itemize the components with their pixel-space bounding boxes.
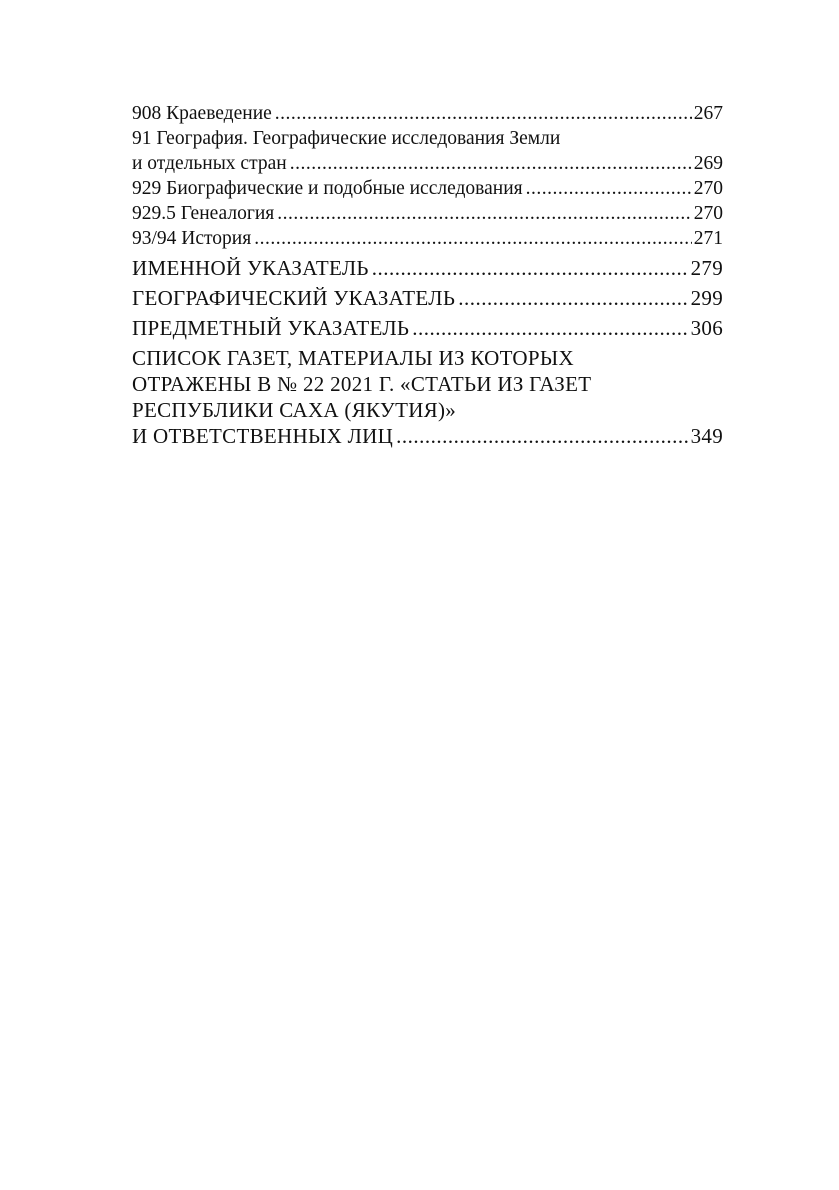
toc-entry-line: [132, 255, 723, 281]
toc-entry-title-line: 91 География. Географические исследования Земли: [132, 128, 561, 149]
toc-entry-title: 929 Биографические и подобные исследования: [132, 178, 523, 199]
toc-entry-line: [132, 101, 723, 126]
toc-entry-page: 270: [693, 203, 723, 224]
toc-entry-title-line: ОТРАЖЕНЫ В № 22 2021 Г. «СТАТЬИ ИЗ ГАЗЕТ: [132, 372, 592, 396]
toc-entry-line: [132, 176, 723, 201]
toc-entry-page: 306: [690, 316, 723, 340]
dot-leader: [458, 285, 688, 311]
toc-entry-page: 349: [690, 424, 723, 448]
dot-leader: [396, 423, 689, 449]
table-of-contents: [132, 101, 723, 449]
toc-entry-line: [132, 201, 723, 226]
toc-entry-imennoy-ukazatel[interactable]: [132, 255, 723, 281]
toc-entry-genealogiya[interactable]: [132, 201, 723, 226]
toc-entry-title: 93/94 История: [132, 228, 252, 249]
toc-entry-istoriya[interactable]: [132, 226, 723, 251]
toc-entry-page: 270: [693, 178, 723, 199]
toc-entry-line: [132, 315, 723, 341]
toc-entry-page: 279: [690, 256, 723, 280]
dot-leader: [412, 315, 688, 341]
dot-leader: [372, 255, 689, 281]
toc-entry-line: [132, 423, 723, 449]
dot-leader: [275, 101, 692, 126]
toc-entry-predmetnyy-ukazatel[interactable]: [132, 315, 723, 341]
toc-entry-title: ИМЕННОЙ УКАЗАТЕЛЬ: [132, 256, 369, 280]
dot-leader: [254, 226, 692, 251]
toc-entry-line: [132, 151, 723, 176]
toc-entry-page: 299: [690, 286, 723, 310]
toc-entry-title: 929.5 Генеалогия: [132, 203, 275, 224]
toc-entry-kraevedenie[interactable]: [132, 101, 723, 126]
toc-entry-spisok-gazet[interactable]: [132, 345, 723, 449]
toc-entry-page: 269: [693, 153, 723, 174]
toc-entry-page: 267: [693, 103, 723, 124]
toc-entry-biografiya[interactable]: [132, 176, 723, 201]
toc-entry-title: ГЕОГРАФИЧЕСКИЙ УКАЗАТЕЛЬ: [132, 286, 456, 310]
dot-leader: [526, 176, 692, 201]
toc-entry-title: и отдельных стран: [132, 153, 287, 174]
toc-entry-geograficheskiy-ukazatel[interactable]: [132, 285, 723, 311]
toc-entry-geografiya[interactable]: [132, 126, 723, 176]
dot-leader: [277, 201, 692, 226]
toc-entry-line: [132, 285, 723, 311]
toc-entry-title: И ОТВЕТСТВЕННЫХ ЛИЦ: [132, 424, 394, 448]
toc-entry-title-line: РЕСПУБЛИКИ САХА (ЯКУТИЯ)»: [132, 398, 457, 422]
toc-entry-page: 271: [693, 228, 723, 249]
dot-leader: [290, 151, 692, 176]
toc-entry-title: ПРЕДМЕТНЫЙ УКАЗАТЕЛЬ: [132, 316, 410, 340]
toc-entry-title-line: СПИСОК ГАЗЕТ, МАТЕРИАЛЫ ИЗ КОТОРЫХ: [132, 346, 574, 370]
toc-entry-title: 908 Краеведение: [132, 103, 272, 124]
toc-entry-line: [132, 226, 723, 251]
